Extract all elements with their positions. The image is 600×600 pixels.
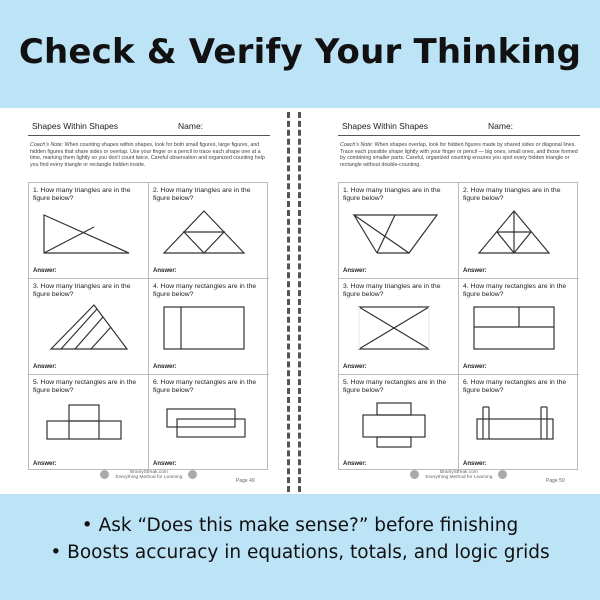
question-text: 2. How many triangles are in the figure below? <box>153 187 251 202</box>
question-cell <box>149 279 269 375</box>
question-text: 1. How many triangles are in the figure below? <box>33 187 131 202</box>
answer-label: Answer: <box>153 268 177 274</box>
dashed-divider <box>287 112 290 492</box>
name-label: Name: <box>488 121 514 131</box>
worksheet-page-right <box>336 118 582 491</box>
triangle-figure <box>349 303 444 353</box>
rectangle-figure <box>349 399 444 449</box>
answer-label: Answer: <box>463 268 487 274</box>
note-label: Coach's Note: <box>340 142 374 148</box>
coach-note <box>30 142 268 168</box>
answer-label: Answer: <box>463 364 487 370</box>
triangle-figure <box>39 303 134 353</box>
note-text: When shapes overlap, look for hidden figures made by shared sides or diagonal lines. Trace each possible shape lightly with your finger or pencil — big ones, small ones, and those formed by combining smaller parts. Careful, organized counting ensures you spot every hidden triangle or rectangle without double-counting. <box>340 142 578 168</box>
triangle-figure <box>469 207 564 257</box>
question-cell <box>339 375 459 471</box>
sheet-title: Shapes Within Shapes <box>342 121 428 131</box>
answer-label: Answer: <box>153 364 177 370</box>
answer-label: Answer: <box>33 268 57 274</box>
question-cell <box>459 375 579 471</box>
question-text: 5. How many rectangles are in the figure below? <box>343 379 447 394</box>
brain-logo-icon <box>188 470 197 479</box>
answer-label: Answer: <box>343 268 367 274</box>
banner-title: Check & Verify Your Thinking <box>18 32 582 72</box>
rectangle-figure <box>39 399 134 449</box>
triangle-figure <box>349 207 444 257</box>
question-text: 3. How many triangles are in the figure below? <box>33 283 131 298</box>
question-grid <box>338 182 578 470</box>
question-text: 3. How many triangles are in the figure below? <box>343 283 441 298</box>
answer-label: Answer: <box>153 461 177 467</box>
footer-tagline: Everything Method for Learning <box>115 475 183 480</box>
question-cell <box>149 375 269 471</box>
footer-site: BrainyStreak.com <box>130 470 168 475</box>
question-cell <box>459 279 579 375</box>
question-cell <box>459 183 579 279</box>
brain-logo-icon <box>498 470 507 479</box>
question-text: 4. How many rectangles are in the figure below? <box>463 283 567 298</box>
sheet-header <box>28 118 270 136</box>
footer-site: BrainyStreak.com <box>440 470 478 475</box>
answer-label: Answer: <box>463 461 487 467</box>
page-number: Page 50 <box>546 478 565 484</box>
triangle-figure <box>159 207 254 257</box>
question-text: 1. How many triangles are in the figure below? <box>343 187 441 202</box>
footer-brand <box>414 470 504 480</box>
question-cell <box>29 279 149 375</box>
question-cell <box>339 279 459 375</box>
bullet-list <box>0 512 600 566</box>
page-number: Page 49 <box>236 478 255 484</box>
question-grid <box>28 182 268 470</box>
bullet-item: • Boosts accuracy in equations, totals, and logic grids <box>50 542 550 563</box>
name-label: Name: <box>178 121 204 131</box>
question-text: 4. How many rectangles are in the figure below? <box>153 283 257 298</box>
rectangle-figure <box>469 303 564 353</box>
rectangle-figure <box>469 399 564 449</box>
question-cell <box>149 183 269 279</box>
question-text: 2. How many triangles are in the figure below? <box>463 187 561 202</box>
coach-note <box>340 142 578 168</box>
dashed-divider <box>298 112 301 492</box>
note-text: When counting shapes within shapes, look for both small figures, large figures, and hidden figures that share sides or overlap. Use your finger or a pencil to trace each shape one at a time, marking them lightly so you don't count twice. Careful observation and organized counting help you find every triangle or rectangle hidden inside. <box>30 142 265 168</box>
answer-label: Answer: <box>343 364 367 370</box>
triangle-figure <box>39 207 134 257</box>
footer-tagline: Everything Method for Learning <box>425 475 493 480</box>
answer-label: Answer: <box>343 461 367 467</box>
rectangle-figure <box>159 303 254 353</box>
question-cell <box>29 183 149 279</box>
note-label: Coach's Note: <box>30 142 64 148</box>
footer-brand <box>104 470 194 480</box>
worksheet-page-left <box>26 118 272 491</box>
question-cell <box>29 375 149 471</box>
sheet-header <box>338 118 580 136</box>
bullet-item: • Ask “Does this make sense?” before finishing <box>81 515 519 536</box>
question-cell <box>339 183 459 279</box>
sheet-title: Shapes Within Shapes <box>32 121 118 131</box>
rectangle-figure <box>159 399 254 449</box>
question-text: 5. How many rectangles are in the figure below? <box>33 379 137 394</box>
question-text: 6. How many rectangles are in the figure below? <box>153 379 257 394</box>
answer-label: Answer: <box>33 461 57 467</box>
answer-label: Answer: <box>33 364 57 370</box>
question-text: 6. How many rectangles are in the figure below? <box>463 379 567 394</box>
